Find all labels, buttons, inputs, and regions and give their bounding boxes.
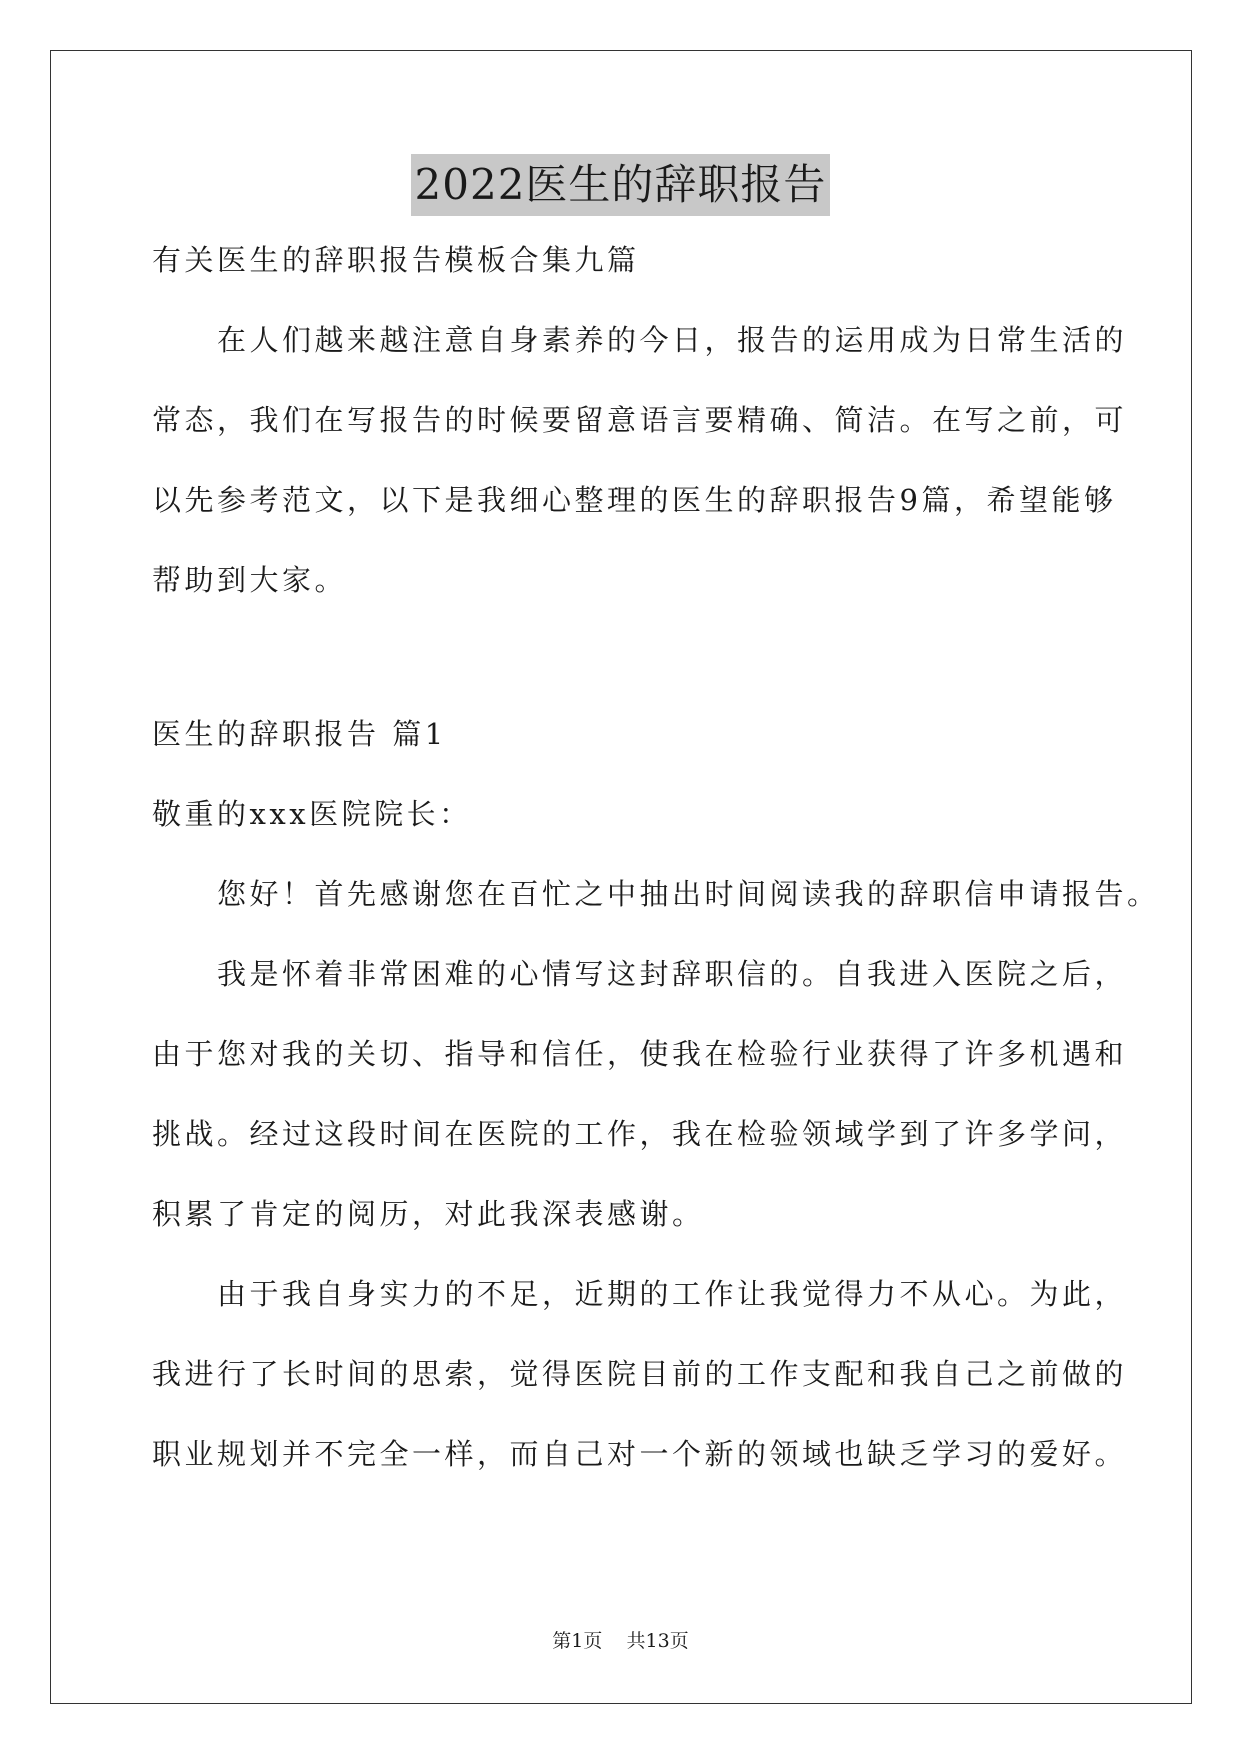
paragraph-line: 积累了肯定的阅历，对此我深表感谢。 xyxy=(152,1197,705,1231)
paragraph-line: 常态，我们在写报告的时候要留意语言要精确、简洁。在写之前，可 xyxy=(152,403,1128,437)
section-heading: 医生的辞职报告 篇1 xyxy=(152,717,447,751)
title-container xyxy=(0,154,1241,216)
paragraph-line: 挑战。经过这段时间在医院的工作，我在检验领域学到了许多学问， xyxy=(152,1117,1128,1151)
paragraph-line: 由于您对我的关切、指导和信任，使我在检验行业获得了许多机遇和 xyxy=(152,1037,1128,1071)
paragraph-line: 职业规划并不完全一样，而自己对一个新的领域也缺乏学习的爱好。 xyxy=(152,1437,1128,1471)
document-title: 2022医生的辞职报告 xyxy=(411,154,831,216)
salutation-line: 敬重的xxx医院院长： xyxy=(152,797,472,831)
paragraph-line: 在人们越来越注意自身素养的今日，报告的运用成为日常生活的 xyxy=(152,323,1128,357)
page-number-footer: 第1页 共13页 xyxy=(552,1630,689,1652)
paragraph-line: 我进行了长时间的思索，觉得医院目前的工作支配和我自己之前做的 xyxy=(152,1357,1128,1391)
paragraph-line: 您好！首先感谢您在百忙之中抽出时间阅读我的辞职信申请报告。 xyxy=(152,877,1160,911)
paragraph-line: 以先参考范文，以下是我细心整理的医生的辞职报告9篇，希望能够 xyxy=(152,483,1117,517)
paragraph-line: 由于我自身实力的不足，近期的工作让我觉得力不从心。为此， xyxy=(152,1277,1128,1311)
paragraph-line: 我是怀着非常困难的心情写这封辞职信的。自我进入医院之后， xyxy=(152,957,1128,991)
paragraph-line: 帮助到大家。 xyxy=(152,563,348,597)
subtitle-line: 有关医生的辞职报告模板合集九篇 xyxy=(152,243,640,277)
